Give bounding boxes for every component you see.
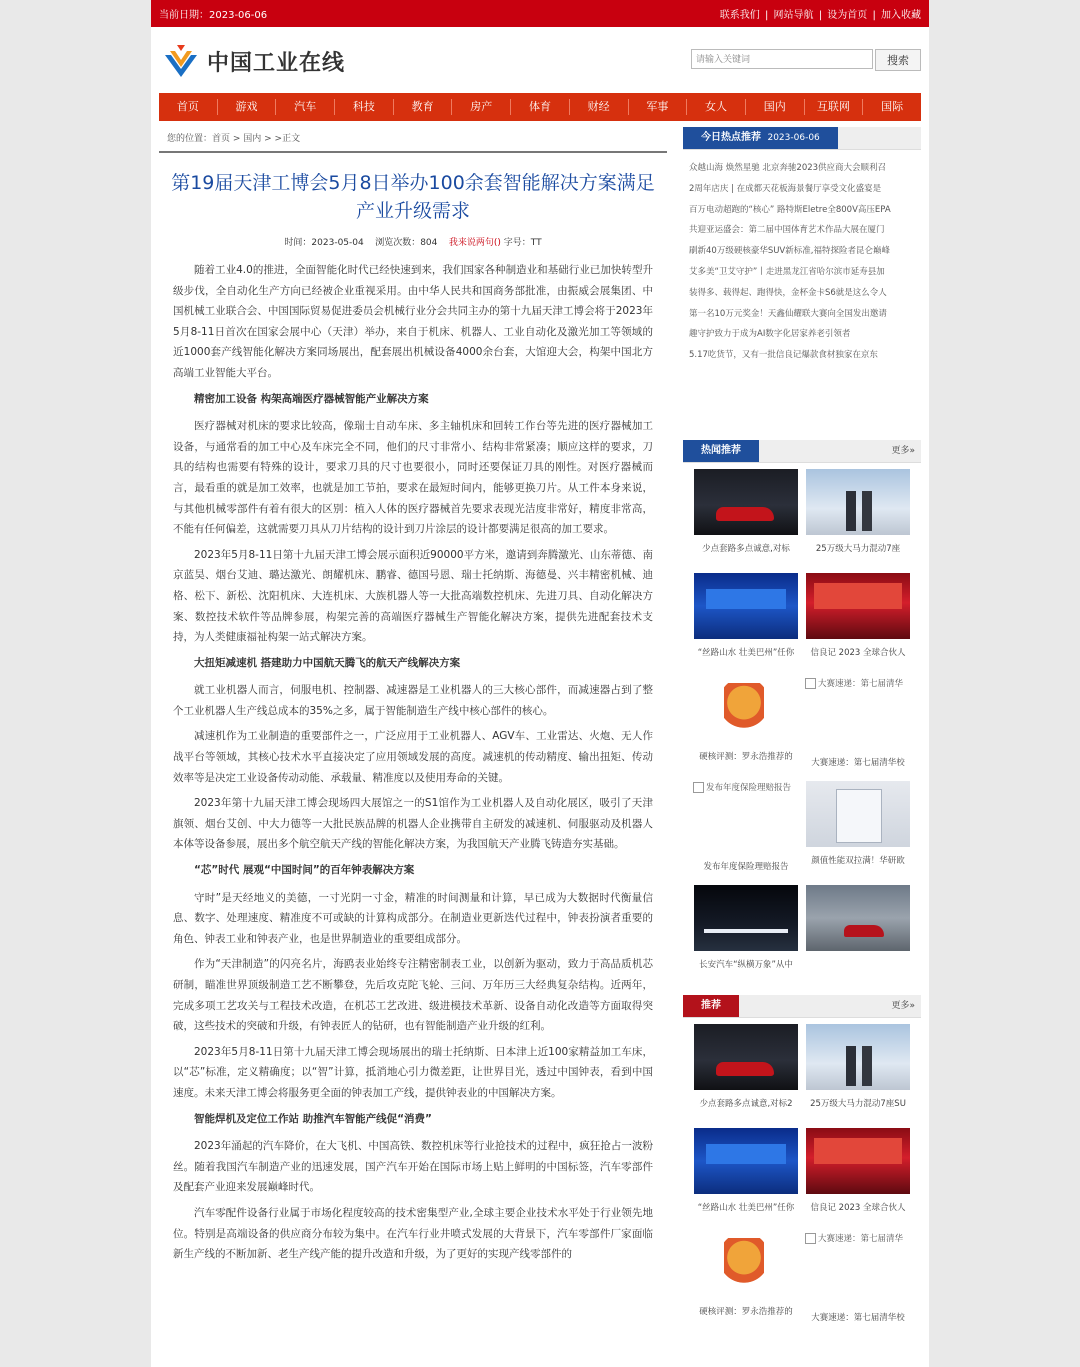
logo-text: 中国工业在线: [207, 50, 346, 76]
article-paragraph: 汽车零配件设备行业属于市场化程度较高的技术密集型产业,全球主要企业技术水平处于行业领先地位。特别是高端设备的供应商分布较为集中。在汽车行业井喷式发展的大背景下，汽车零部件厂家面临新生产线的不断加新、老生产线产能的提升改造和升级，为了更好的实现产线零部件的: [173, 1206, 653, 1261]
nav-education[interactable]: 教育: [394, 99, 453, 115]
image-space: [805, 689, 911, 749]
broken-image[interactable]: [805, 1232, 911, 1244]
news-thumbnail[interactable]: [806, 885, 910, 951]
main-content: [159, 127, 667, 1270]
hot-today-date: 2023-06-06: [767, 133, 820, 143]
news-card[interactable]: [693, 677, 799, 781]
image-space: [693, 793, 799, 853]
hot-today-label: 今日热点推荐: [701, 132, 761, 143]
news-caption[interactable]: “丝路山水 壮美巴州”任你: [697, 1202, 795, 1213]
broken-image-icon: [693, 782, 704, 793]
news-caption[interactable]: 大赛速递：第七届清华校: [811, 1312, 905, 1323]
sidebar: [683, 127, 921, 1336]
hot-news-link[interactable]: 艾多美“卫艾守护”丨走进黑龙江省哈尔滨市延寿县加: [689, 266, 885, 277]
news-card[interactable]: [693, 1128, 799, 1232]
news-thumbnail[interactable]: [806, 573, 910, 639]
font-size-control[interactable]: 字号：TT: [503, 238, 542, 248]
news-caption[interactable]: 信良记 2023 全球合伙人: [810, 647, 906, 658]
nav-internet[interactable]: 互联网: [805, 99, 864, 115]
current-date: 当前日期：2023-06-06: [159, 10, 268, 21]
nav-games[interactable]: 游戏: [218, 99, 277, 115]
comment-link[interactable]: 我来说两句(): [448, 238, 501, 248]
broken-image-icon: [805, 1233, 816, 1244]
site-nav-link[interactable]: 网站导航: [773, 10, 814, 21]
news-card[interactable]: [805, 469, 911, 573]
hot-recommend-more-link[interactable]: 更多»: [891, 445, 915, 456]
hot-news-link[interactable]: 5.17吃货节，又有一批信良记爆款食材独家在京东: [689, 350, 878, 361]
nav-realestate[interactable]: 房产: [452, 99, 511, 115]
news-caption[interactable]: 25万级大马力混动7座: [815, 543, 901, 554]
news-caption[interactable]: 硬核评测：罗永浩推荐的: [699, 1306, 793, 1317]
news-caption[interactable]: 颜值性能双拉满！华研欧: [811, 855, 905, 866]
page: [151, 0, 929, 1367]
image-alt-text: 大赛速递：第七届清华: [818, 678, 904, 689]
broken-image[interactable]: [805, 677, 911, 689]
news-caption[interactable]: 25万级大马力混动7座SU: [810, 1098, 906, 1109]
news-card[interactable]: [693, 573, 799, 677]
hot-news-link[interactable]: 装得多、载得起、跑得快，金杯金卡S6就是这么令人: [689, 287, 887, 298]
nav-auto[interactable]: 汽车: [276, 99, 335, 115]
news-thumbnail[interactable]: [806, 469, 910, 535]
separator: |: [764, 10, 769, 21]
nav-home[interactable]: 首页: [159, 99, 218, 115]
nav-tech[interactable]: 科技: [335, 99, 394, 115]
hot-recommend-label: 热闻推荐: [683, 440, 759, 462]
nav-military[interactable]: 军事: [629, 99, 688, 115]
search-button[interactable]: 搜索: [875, 49, 921, 71]
news-thumbnail[interactable]: [806, 1128, 910, 1194]
article-meta: [159, 235, 667, 248]
hot-today-list: [683, 150, 921, 366]
news-caption[interactable]: 发布年度保险理赔报告: [703, 861, 789, 872]
hot-recommend-header: [683, 440, 921, 463]
article-paragraph: 就工业机器人而言，伺服电机、控制器、减速器是工业机器人的三大核心部件，而减速器占到了整个工业机器人生产线总成本的35%之多，属于智能制造生产线中核心部件的核心。: [173, 684, 653, 717]
spacer: [683, 366, 921, 440]
article-subheading: “芯”时代 展观“中国时间”的百年钟表解决方案: [194, 864, 415, 877]
news-card[interactable]: [805, 1024, 911, 1128]
news-card[interactable]: [693, 781, 799, 885]
search-input[interactable]: 请输入关键词: [691, 49, 873, 69]
recommend-header: [683, 995, 921, 1018]
news-thumbnail[interactable]: [694, 885, 798, 951]
hot-news-link[interactable]: 共迎亚运盛会：第二届中国体育艺术作品大展在厦门: [689, 225, 885, 236]
news-card[interactable]: [805, 1232, 911, 1336]
news-thumbnail[interactable]: [694, 1232, 798, 1298]
search-bar: [691, 49, 921, 71]
image-alt-text: 大赛速递：第七届清华: [818, 1233, 904, 1244]
separator: |: [818, 10, 823, 21]
news-card[interactable]: [805, 677, 911, 781]
article-paragraph: 2023年涌起的汽车降价，在大飞机、中国高铁、数控机床等行业抢技术的过程中，疯狂抢占一波粉丝。随着我国汽车制造产业的迅速发展，国产汽车开始在国际市场上贴上鲜明的中国标签，汽车零部件及配套产业迎来发展巅峰时代。: [173, 1140, 653, 1194]
news-thumbnail[interactable]: [806, 781, 910, 847]
nav-domestic[interactable]: 国内: [746, 99, 805, 115]
hot-news-link[interactable]: 趣守护致力于成为AI数字化居家养老引领者: [689, 329, 851, 340]
news-card[interactable]: [693, 1232, 799, 1336]
view-count: 浏览次数：804: [375, 238, 438, 248]
header: [151, 27, 929, 93]
separator: |: [872, 10, 876, 21]
article-paragraph: 作为“天津制造”的闪亮名片，海鸥表业始终专注精密制表工业，以创新为驱动，致力于高品质机芯研制，瞄准世界顶级制造工艺不断攀登，先后攻克陀飞轮、三问、万年历三大经典复杂结构。近两年，完成多项工艺攻关与工程技术改造，在机芯工艺改进、级进模技术革新、设备自动化改造等方面取得突破，这些技术的突破和升级，有钟表匠人的钻研，也有智能制造产业升级的红利。: [173, 958, 653, 1033]
article-paragraph: 医疗器械对机床的要求比较高，像瑞士自动车床、多主轴机床和回转工作台等先进的医疗器械加工设备，与通常看的加工中心及车床完全不同，他们的尺寸非常小、结构非常紧凑；顺应这样的要求，刀具的结构也需要有特殊的设计，要求刀具的尺寸也要很小，同时还要保证刀具的刚性。对医疗器械而言，最看重的就是加工效率，也就是加工节拍，要求在最短时间内，能够更换刀片。从工件本身来说，与其他机械零部件有着有很大的区别：植入人体的医疗器械首先要求表现光洁度非常好，精度非常高，不能有任何偏差，这就需要刀具从刀片结构的设计到刀片涂层的设计都要满足很高的加工要求。: [173, 420, 653, 536]
hot-news-link[interactable]: 百万电动超跑的“核心” 路特斯Eletre全800V高压EPA: [689, 204, 891, 215]
hot-recommend-grid: [683, 463, 921, 989]
top-links: [718, 6, 921, 21]
site-logo[interactable]: [161, 41, 345, 81]
news-thumbnail[interactable]: [694, 469, 798, 535]
publish-time: 时间：2023-05-04: [284, 238, 364, 248]
news-thumbnail[interactable]: [694, 1128, 798, 1194]
image-space: [805, 1244, 911, 1304]
news-card[interactable]: [805, 1128, 911, 1232]
top-bar: [151, 0, 929, 27]
broken-image-icon: [805, 678, 816, 689]
hot-today-tab: [683, 127, 838, 149]
breadcrumb: 您的位置：首页 > 国内 > >正文: [159, 127, 667, 153]
news-card[interactable]: [693, 1024, 799, 1128]
news-caption[interactable]: 信良记 2023 全球合伙人: [810, 1202, 906, 1213]
add-favorite-link[interactable]: 加入收藏: [881, 10, 921, 21]
article-paragraph: 2023年5月8-11日第十九届天津工博会展示面积近90000平方米，邀请到奔腾激光、山东蒂德、南京蓝昊、烟台艾迪、璐达激光、朗耀机床、鹏睿、德国号恩、瑞士托纳斯、海德曼、兴丰精密机械、迪格、松下、新松、沈阳机床、大连机床、大族机器人等一大批高端数控机床、先进刀具、自动化解决方案、数控技术软件等品牌参展，构架完善的高端医疗器械生产智能化解决方案，提供先进配套技术支持，为人类健康福祉构架一站式解决方案。: [173, 548, 653, 644]
article-subheading: 大扭矩减速机 搭建助力中国航天腾飞的航天产线解决方案: [194, 656, 461, 669]
logo-icon: [161, 41, 201, 81]
article-paragraph: 2023年5月8-11日第十九届天津工博会现场展出的瑞士托纳斯、日本津上近100家精益加工车床，以“芯”标准，定义精确度；以“智”计算，抵消地心引力微差距，让世界目光，透过中国钟表，看到中国速度。未来天津工博会将服务更全面的钟表加工产线，提供钟表业的中国解决方案。: [173, 1045, 653, 1099]
news-card[interactable]: [805, 781, 911, 885]
set-homepage-link[interactable]: 设为首页: [827, 10, 868, 21]
recommend-more-link[interactable]: 更多»: [891, 1000, 915, 1011]
nav-sports[interactable]: 体育: [511, 99, 570, 115]
recommend-label: 推荐: [683, 995, 739, 1017]
news-card[interactable]: [693, 885, 799, 989]
article-paragraph: 随着工业4.0的推进，全面智能化时代已经快速到来，我们国家各种制造业和基础行业已加快转型升级步伐，全自动化生产方向已经被企业重视采用。由中华人民共和国商务部批准，由振威会展集团、中国机械工业联合会、中国国际贸易促进委员会机械行业分会共同主办的第十九届天津工博会将于2023年5月8-11日首次在国家会展中心（天津）举办，来自于机床、机器人、工业自动化及激光加工等领域的近1000套产线智能化解决方案同场展出，配套展出机械设备4000余台套，大馆迎大会，构架中国北方高端工业智能大平台。: [173, 264, 653, 379]
article-subheading: 精密加工设备 构架高端医疗器械智能产业解决方案: [194, 392, 429, 405]
nav-finance[interactable]: 财经: [570, 99, 629, 115]
news-card[interactable]: [805, 573, 911, 677]
article-subheading: 智能焊机及定位工作站 助推汽车智能产线促“消费”: [194, 1112, 432, 1125]
hot-today-header: [683, 127, 921, 150]
news-thumbnail[interactable]: [694, 677, 798, 743]
article-paragraph: 2023年第十九届天津工博会现场四大展馆之一的S1馆作为工业机器人及自动化展区，吸引了天津旗领、烟台艾创、中大力德等一大批民族品牌的机器人企业携带自主研发的减速机、伺服驱动及机器人本体等设备参展，展出多个航空航天产线的智能化解决方案，为我国航天产业腾飞铸造夯实基础。: [173, 797, 653, 851]
hot-news-link[interactable]: 刷新40万级硬核豪华SUV新标准,福特探险者昆仑巅峰: [689, 246, 890, 257]
article-body: [159, 260, 667, 1265]
news-caption[interactable]: 长安汽车“纵横万象”从中: [699, 959, 793, 970]
article-paragraph: 减速机作为工业制造的重要部件之一，广泛应用于工业机器人、AGV车、工业雷达、火炮、无人作战平台等领域，其核心技术水平直接决定了应用领域发展的高度。减速机的传动精度、输出扭矩、传动效率等是决定工业设备传动动能、承载量、精准度以及使用寿命的关键。: [173, 730, 653, 784]
main-nav: [159, 93, 921, 121]
hot-news-link[interactable]: 2周年店庆 | 在成都天花板海景餐厅享受文化盛宴是: [689, 183, 882, 194]
nav-international[interactable]: 国际: [881, 100, 904, 113]
news-thumbnail[interactable]: [694, 1024, 798, 1090]
article-paragraph: 守时”是天经地义的美德，一寸光阴一寸金，精准的时间测量和计算，早已成为大数据时代衡量信息、数字、处理速度、精准度不可或缺的计算构成部分。在制造业更新迭代过程中，钟表扮演者重要的角色、钟表工业和钟表产业，也是世界制造业的重要组成部分。: [173, 891, 653, 945]
nav-women[interactable]: 女人: [687, 99, 746, 115]
recommend-grid: [683, 1018, 921, 1336]
news-thumbnail[interactable]: [694, 573, 798, 639]
news-caption[interactable]: 硬核评测：罗永浩推荐的: [699, 751, 793, 762]
contact-link[interactable]: 联系我们: [719, 10, 760, 21]
image-alt-text: 发布年度保险理赔报告: [706, 782, 792, 793]
news-caption[interactable]: 大赛速递：第七届清华校: [811, 757, 905, 768]
news-caption[interactable]: 少点套路多点诚意,对标2: [699, 1098, 793, 1109]
news-thumbnail[interactable]: [806, 1024, 910, 1090]
hot-news-link[interactable]: 众越山海 焕然星驰 北京奔驰2023供应商大会顺利召: [689, 163, 887, 173]
news-caption[interactable]: “丝路山水 壮美巴州”任你: [697, 647, 795, 658]
broken-image[interactable]: [693, 781, 799, 793]
news-card[interactable]: [693, 469, 799, 573]
article-title: 第19届天津工博会5月8日举办100余套智能解决方案满足产业升级需求: [171, 172, 655, 222]
hot-news-link[interactable]: 第一名10万元奖金！天鑫仙耀联大赛向全国发出邀请: [689, 308, 887, 319]
news-card[interactable]: [805, 885, 911, 989]
news-caption[interactable]: 少点套路多点诚意,对标: [702, 543, 790, 554]
